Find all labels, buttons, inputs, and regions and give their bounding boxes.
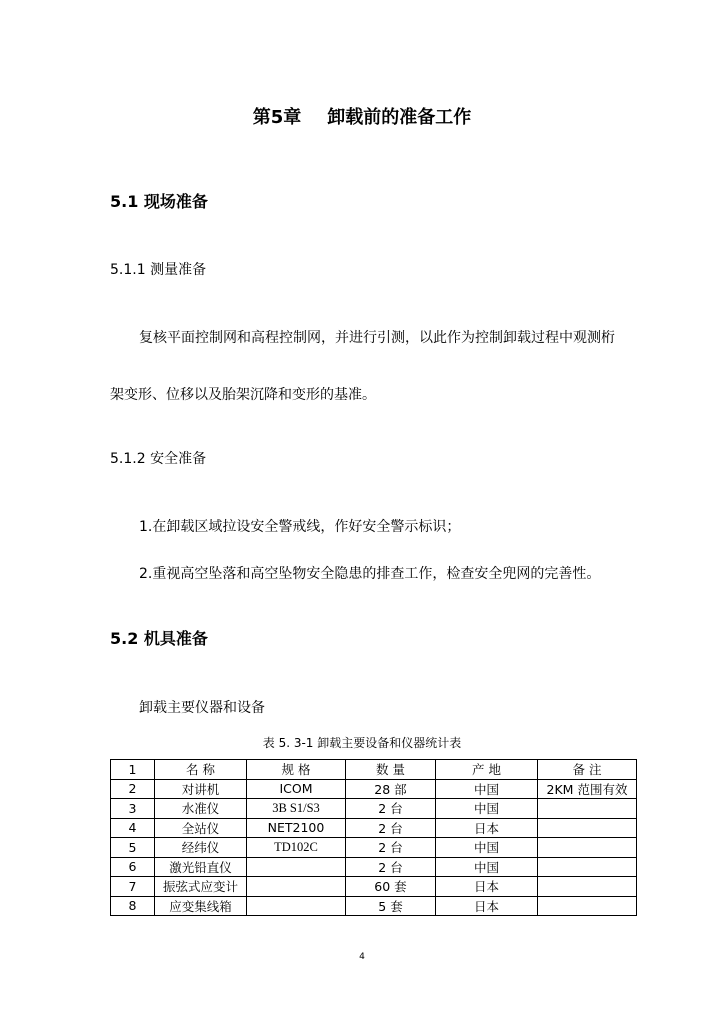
remark-cell (538, 896, 637, 916)
spec-cell: ICOM (247, 779, 346, 799)
row-number-cell: 3 (111, 799, 155, 819)
origin-cell: 日本 (436, 818, 538, 838)
spec-cell: 规 格 (247, 760, 346, 780)
table-row (111, 799, 637, 819)
equipment-table (110, 759, 637, 916)
table-header-row (111, 760, 637, 780)
remark-cell: 备 注 (538, 760, 637, 780)
remark-cell (538, 799, 637, 819)
section-5-1-heading: 5.1 现场准备 (110, 192, 208, 211)
safety-item-2: 2.重视高空坠落和高空坠物安全隐患的排查工作，检查安全兜网的完善性。 (139, 566, 601, 582)
name-cell: 全站仪 (155, 818, 247, 838)
name-cell: 经纬仪 (155, 838, 247, 858)
quantity-cell: 2 台 (346, 857, 436, 877)
table-row (111, 896, 637, 916)
name-cell: 应变集线箱 (155, 896, 247, 916)
origin-cell: 中国 (436, 779, 538, 799)
subsection-5-1-2-heading: 5.1.2 安全准备 (110, 451, 207, 467)
spec-cell: NET2100 (247, 818, 346, 838)
remark-cell (538, 877, 637, 897)
origin-cell: 中国 (436, 857, 538, 877)
name-cell: 对讲机 (155, 779, 247, 799)
page-number: 4 (359, 952, 365, 962)
subsection-5-1-1-heading: 5.1.1 测量准备 (110, 262, 207, 278)
chapter-number: 第5章 (252, 107, 302, 128)
table-row (111, 818, 637, 838)
quantity-cell: 28 部 (346, 779, 436, 799)
origin-cell: 产 地 (436, 760, 538, 780)
table-row (111, 779, 637, 799)
remark-cell: 2KM 范围有效 (538, 779, 637, 799)
origin-cell: 日本 (436, 896, 538, 916)
quantity-cell: 5 套 (346, 896, 436, 916)
chapter-heading (0, 103, 724, 129)
paragraph-line-1: 复核平面控制网和高程控制网，并进行引测，以此作为控制卸载过程中观测桁 (139, 330, 615, 346)
table-row (111, 857, 637, 877)
name-cell: 名 称 (155, 760, 247, 780)
remark-cell (538, 857, 637, 877)
row-number-cell: 1 (111, 760, 155, 780)
row-number-cell: 2 (111, 779, 155, 799)
row-number-cell: 4 (111, 818, 155, 838)
row-number-cell: 8 (111, 896, 155, 916)
safety-item-1: 1.在卸载区域拉设安全警戒线，作好安全警示标识； (139, 519, 461, 535)
quantity-cell: 2 台 (346, 838, 436, 858)
table-row (111, 838, 637, 858)
spec-cell: 3B S1/S3 (247, 799, 346, 819)
spec-cell (247, 877, 346, 897)
quantity-cell: 2 台 (346, 799, 436, 819)
table-row (111, 877, 637, 897)
row-number-cell: 5 (111, 838, 155, 858)
table-caption: 表 5. 3-1 卸载主要设备和仪器统计表 (262, 736, 462, 750)
paragraph-line-2: 架变形、位移以及胎架沉降和变形的基准。 (110, 387, 376, 403)
spec-cell (247, 857, 346, 877)
spec-cell: TD102C (247, 838, 346, 858)
name-cell: 激光铅直仪 (155, 857, 247, 877)
origin-cell: 日本 (436, 877, 538, 897)
name-cell: 振弦式应变计 (155, 877, 247, 897)
quantity-cell: 数 量 (346, 760, 436, 780)
name-cell: 水准仪 (155, 799, 247, 819)
quantity-cell: 60 套 (346, 877, 436, 897)
remark-cell (538, 838, 637, 858)
origin-cell: 中国 (436, 799, 538, 819)
origin-cell: 中国 (436, 838, 538, 858)
equipment-intro: 卸载主要仪器和设备 (139, 700, 265, 716)
chapter-title: 卸载前的准备工作 (327, 107, 472, 128)
spec-cell (247, 896, 346, 916)
row-number-cell: 6 (111, 857, 155, 877)
quantity-cell: 2 台 (346, 818, 436, 838)
row-number-cell: 7 (111, 877, 155, 897)
remark-cell (538, 818, 637, 838)
section-5-2-heading: 5.2 机具准备 (110, 629, 208, 648)
